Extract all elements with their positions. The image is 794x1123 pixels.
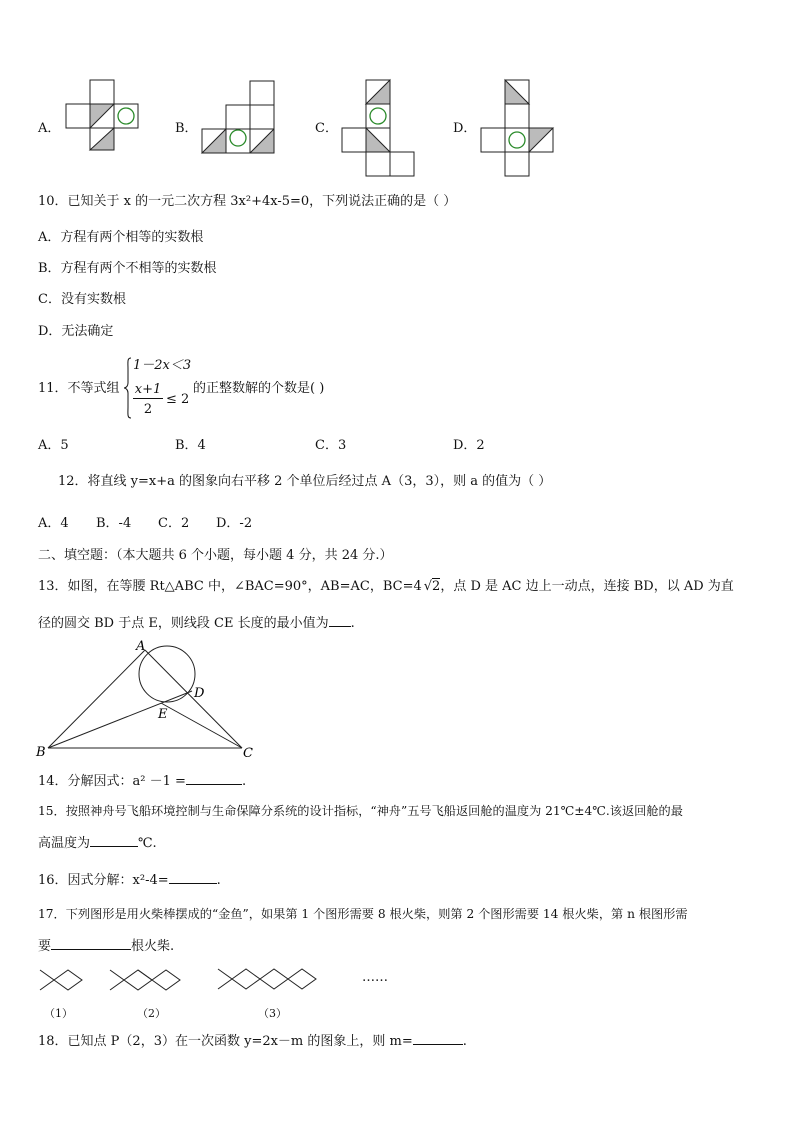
q9-net-c [342,79,418,179]
caption-3: （3） [258,1007,287,1020]
q9-net-a [66,79,142,151]
q15-line1: 15．按照神舟号飞船环境控制与生命保障分系统的设计指标，“神舟”五号飞船返回舱的温度为 21℃±4℃.该返回舱的最 [38,804,683,818]
q12-option-c[interactable]: C．2 [158,516,190,531]
q9-option-a-label[interactable]: A． [38,121,61,136]
circle-icon [230,130,246,146]
answer-blank[interactable] [51,937,131,950]
circle-icon [118,108,134,124]
caption-2: （2） [137,1007,166,1020]
q10-stem: 10．已知关于 x 的一元二次方程 3x²+4x-5=0，下列说法正确的是（ ） [38,194,457,209]
circle-icon [509,132,525,148]
q12-option-a[interactable]: A．4 [38,516,69,531]
q13-line2-text: 径的圆交 BD 于点 E，则线段 CE 长度的最小值为 [38,616,329,631]
sqrt-icon: √2 [423,579,441,594]
q17-line2-a: 要 [38,939,52,954]
q18-end: . [462,1034,467,1049]
q12-stem: 12．将直线 y=x+a 的图象向右平移 2 个单位后经过点 A（3，3），则 a 的值为（ ） [58,474,552,489]
answer-blank[interactable] [186,772,242,785]
q9-option-d-label[interactable]: D． [453,121,477,136]
q10-option-c[interactable]: C．没有实数根 [38,292,126,307]
q17-line2 [38,937,174,955]
q13-line1-b: ，点 D 是 AC 边上一动点，连接 BD，以 AD 为直 [440,579,734,594]
fraction-bar [133,398,163,399]
q16-line [38,871,221,889]
fish-figure-2 [108,966,198,1002]
q11-ineq-line1: 1－2x＜3 [133,358,192,373]
q17-line1: 17．下列图形是用火柴棒摆成的“金鱼”，如果第 1 个图形需要 8 根火柴，则第 2 个图形需要 14 根火柴，第 n 根图形需 [38,907,688,921]
ellipsis: …… [362,970,388,985]
q11-frac-den: 2 [143,402,153,417]
q14-text: 14．分解因式：a² －1 = [38,774,186,789]
q15-line2 [38,834,157,852]
q15-unit: ℃. [138,836,157,851]
q12-option-d[interactable]: D．-2 [216,516,253,531]
answer-blank[interactable] [413,1032,463,1045]
q9-net-b [202,80,278,154]
q11-option-c[interactable]: C．3 [315,438,347,453]
label-d: D [194,686,205,701]
q13-line1 [38,579,734,595]
q9-option-b-label[interactable]: B． [175,121,198,136]
q13-line2 [38,614,355,632]
answer-blank[interactable] [90,834,138,847]
q9-net-d [481,79,557,179]
q11-option-b[interactable]: B．4 [175,438,206,453]
label-c: C [243,746,253,761]
q11-prefix: 11．不等式组 [38,381,120,396]
q18-line [38,1032,467,1050]
q9-option-c-label[interactable]: C． [315,121,338,136]
answer-blank[interactable] [169,871,217,884]
q14-end: . [241,774,247,789]
q10-option-d[interactable]: D．无法确定 [38,324,114,339]
q15-line2-text: 高温度为 [38,836,91,851]
q13-line2-end: . [350,616,355,631]
q11-suffix: 的正整数解的个数是( ) [193,381,325,396]
q11-frac-num: x+1 [134,382,162,397]
label-a: A [136,639,146,654]
brace-icon [124,357,132,419]
fish-figure-1 [38,966,98,1002]
q14-line [38,772,246,790]
q16-text: 16．因式分解：x²-4= [38,873,169,888]
q10-option-a[interactable]: A．方程有两个相等的实数根 [38,230,204,245]
q11-option-d[interactable]: D．2 [453,438,485,453]
q18-text: 18．已知点 P（2，3）在一次函数 y=2x－m 的图象上，则 m= [38,1034,413,1049]
q13-sqrt-value: 2 [432,579,441,594]
q10-option-b[interactable]: B．方程有两个不相等的实数根 [38,261,217,276]
q11-frac-rel: ≤ 2 [166,392,190,407]
q12-option-b[interactable]: B．-4 [96,516,132,531]
q13-line1-a: 13．如图，在等腰 Rt△ABC 中，∠BAC=90°，AB=AC，BC=4 [38,579,422,594]
q13-figure [36,640,266,760]
q17-line2-b: 根火柴. [131,939,175,954]
section-heading: 二、填空题：（本大题共 6 个小题，每小题 4 分，共 24 分.） [38,548,393,563]
fish-figure-3 [216,964,340,1002]
q11-option-a[interactable]: A．5 [38,438,69,453]
label-e: E [158,707,168,722]
caption-1: （1） [44,1007,73,1020]
answer-blank[interactable] [329,614,351,627]
q16-end: . [216,873,221,888]
label-b: B [36,745,46,760]
circle-icon [370,108,386,124]
